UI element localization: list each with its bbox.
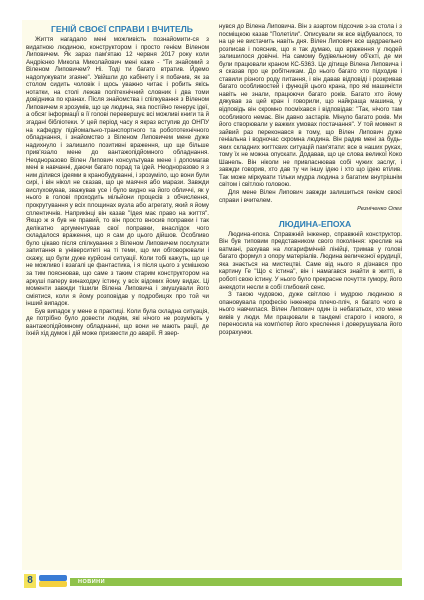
page-number: 8 bbox=[24, 574, 36, 588]
article-paragraph: Життя нагадало мені можливість познайомити-ся з видатною людиною, конструктором і просто генієм Віленом Липовичем. Як зараз пам'ятаю 12 червня 2017 року коли Андрієнко Микола Миколайович мені каже - "Ти знайомий з Віленом Липовичем? Ні. Тоді ти багато втратив. Йдемо надолужувати згаяне". Увійшли до кабінету і я побачив, як за столом сидить чоловік і щось уважно читає і робить якісь нотатки, на столі лежав політехнічний словник і два томи довідника по кранах. Після знайомства і спілкування з Віленом Липовичем я зрозумів, що це людина, яка постійно генерує ідеї, а обсяг інформації в її голові перевершує всі можливі книги та й згадані бібліотеки. У цей період часу я якраз вступив до ОНПУ на кафедру підйомально-транспортного та робототехнічного обладнання, і знайомство з Віленом Липовичем мене дуже надихнуло і залишило позитивні враження, що ще більше прив'язало мене до вантажопідйомного обладнання. Неодноразово Вілен Липович консультував мене і допомагав мені в навчанні, даючи багато порад та ідей. Неодноразово я з ним ділився ідеями в кранобудуванні, і зрозуміло, що вони були сирі, і він нікол не сказав, що це маячня або марази. Завжди вислуховував, зважував усе і було видно на його обличчі, як у нього в голові проходить мільйони процесів з обчислення, прокрутування у всіх площинах вузла або агрегату, який я йому сплентичнів. Наприкінці він казав "Ідея має право на життя". Якщо ж я був не правий, то він просто вносив поправки і так делікатно аргументував свої поправки, внаслідок чого складалося враження, що я сам до цього дійшов. Особливо було цікаво після спілкування з Віленом Липовичем послухати запитання в університеті на ті теми, що ми обговорювали і скажу, що були дуже курйозні ситуації. Коли тобі кажуть, що це не можливо і взагалі це фантастика, і я після цього з усмішкою за тим пояснював, що саме з таким старим конструктором на аркуші паперу винаходжу істину, у всіх відомих йому видах. Ці моменти завжди тішили Вілена Липовича і змушували його сміятися, коли я йому розповідав у подробицях про той чи інший випадок. bbox=[26, 36, 209, 308]
article-paragraph: Був випадок у мене в практиці. Коли була складна ситуація, де потрібно було довести людям, які нічого не розуміють у вантажопідйомному обладнанні, що вони не мають рації, де їхній хід думок і дій може призвести до аварії. Я звер- bbox=[26, 307, 209, 338]
article-paragraph: нувся до Вілена Липовича. Він з азартом підсочив з-за стола і з посміщкою казав "Полетіли". Описували як все відбувалося, то на це не вистачить навіть дня. Вілен Липович все щедраельно розписав і пояснив, що я так думаю, що враження у людей залишилося довічні. На самому будівельному об'єкті, де ми були працювали краном КС-5363. Це дітище Вілена Липовича і я сказав про це робітникам. До нього багато хто підходив і ставили різного роду питання, і він давав відповіді і розкривав багато особливостей і функцій цього крана, про які машиністи навіть не знали, працюючи багато років. Багато хто йому дякував за цей кран і говорили, що найкраща машина, у відповідь він скромно посміхався і відповідав: "Так, нічого там особливого немає. Він давно застарів. Мінуло багато років. Ми його створювали у важких умовах постачання". У той момент я зайвий раз переконався в тому, що Вілен Липович дуже геніальна і водночас скромна людина. Він радив мені за будь-яких складних життєвих ситуацій пам'ятати: все в наших руках, тому їх не можна опускати. Додавав, що це слова великої Коко Шанель. Він ніколи не привласнював собі чужих заслуг, і завжди говорив, хто дав ту чи іншу ідею і хто що ідею втілив. Так може міркувати тільки мудра людина з багатим внутрішнім світом і світлою головою. bbox=[219, 23, 402, 189]
article-paragraph: З такою чудовою, дуже світлою і мудрою людиною я опановувала професію інженера плечо-пліч, я багато чого в нього навчилася. Вілен Липович один із небагатьох, хто мене вивів у люди. Ми працювали в тандемі старого і нового, я переносила на комп'ютер його креслення і доверушувала його розрахунки. bbox=[219, 291, 402, 336]
author-signature: Резніченко Олег bbox=[357, 206, 402, 213]
section-title-epoch: ЛЮДИНА-ЕПОХА bbox=[278, 218, 352, 229]
article-page bbox=[22, 20, 402, 570]
article-paragraph: Для мене Вілен Липович завжди залишиться генієм своєї справи і вчителем. bbox=[219, 189, 402, 204]
footer-band-label: НОВИНИ bbox=[78, 579, 106, 585]
footer-band bbox=[70, 578, 402, 586]
right-column bbox=[219, 23, 402, 336]
page-footer bbox=[22, 574, 402, 588]
article-paragraph: Людина-епоха. Справжній інженер, справжній конструктор. Він був типовим представником свого покоління: креслив на ватмані, рахував на логарифмічній лінійці, тримав у голові багато формул з опору матеріалів. Людина величезної ерудиції, яка знається на мистецтві. Саме від нього я дізнався про картину Ге "Що є істина", він і намагався знайти в житті, в роботі свою істину. У нього було прекрасне почуття гумору, його анекдоти несли в собі глибокий сенс. bbox=[219, 230, 402, 291]
left-column bbox=[26, 23, 209, 338]
flag-emblem-icon bbox=[38, 574, 68, 588]
section-title-genius: ГЕНІЙ СВОЄЇ СПРАВИ І ВЧИТЕЛЬ bbox=[51, 24, 193, 34]
